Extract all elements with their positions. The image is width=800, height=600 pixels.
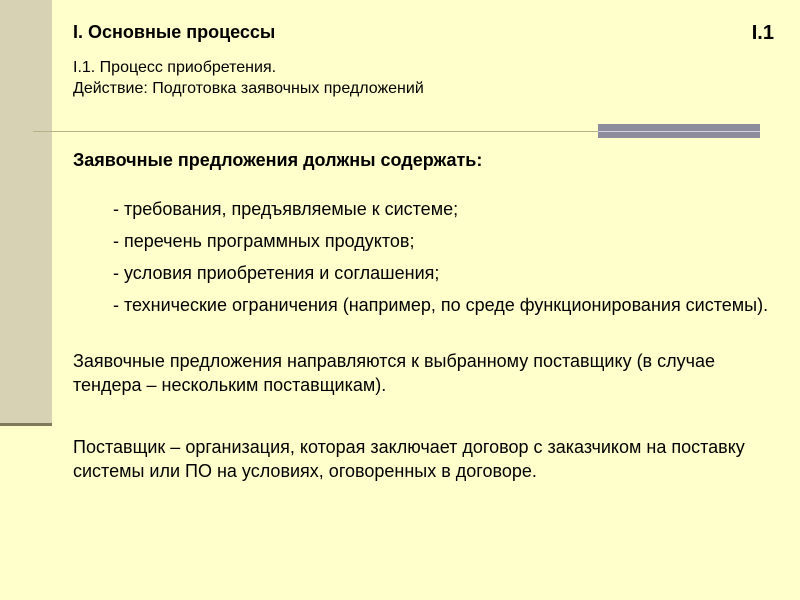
header-divider	[33, 131, 599, 132]
paragraph-supplier-definition: Поставщик – организация, которая заключает договор с заказчиком на поставку системы или ПО на условиях, оговоренных в договоре.	[73, 437, 745, 481]
slide-content	[73, 148, 773, 483]
list-item: - требования, предъявляемые к системе;	[113, 199, 459, 219]
left-band-underline	[0, 423, 52, 426]
left-decorative-band	[0, 0, 52, 424]
action-subtitle: Действие: Подготовка заявочных предложений	[73, 80, 424, 97]
process-subtitle: I.1. Процесс приобретения.	[73, 59, 277, 76]
content-heading: Заявочные предложения должны содержать:	[73, 150, 483, 170]
slide-number: I.1	[751, 22, 774, 44]
paragraph-submission: Заявочные предложения направляются к выбранному поставщику (в случае тендера – нескольким поставщикам).	[73, 351, 716, 395]
list-item: - условия приобретения и соглашения;	[113, 263, 440, 283]
list-item: - перечень программных продуктов;	[113, 231, 415, 251]
section-title: I. Основные процессы	[73, 22, 276, 42]
list-item: - технические ограничения (например, по среде функционирования системы).	[113, 295, 769, 315]
header-divider-accent-line	[598, 131, 760, 132]
